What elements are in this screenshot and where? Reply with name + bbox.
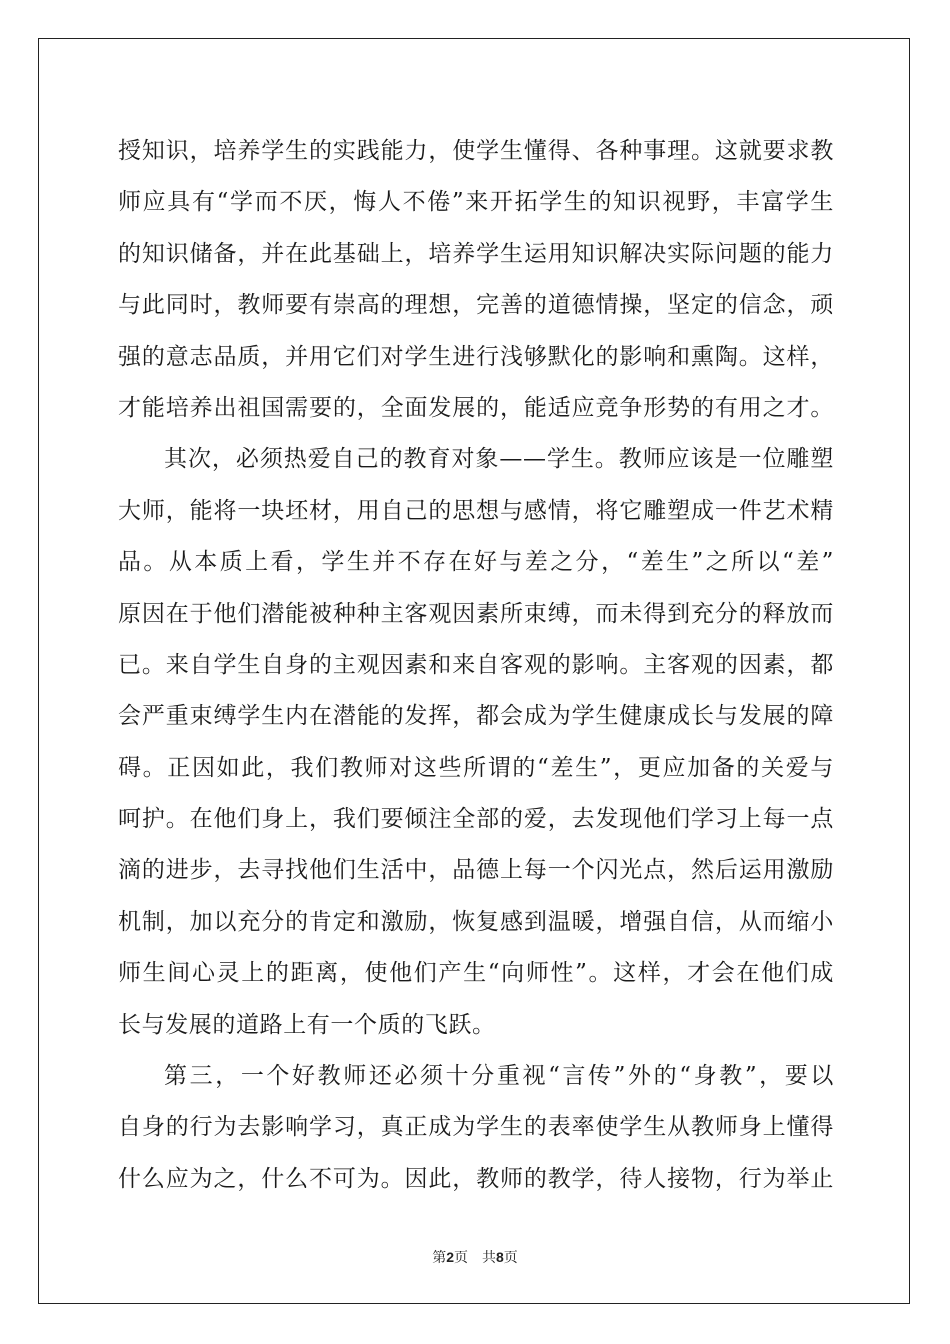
text-line: 的知识储备，并在此基础上，培养学生运用知识解决实际问题的能力 [118, 240, 834, 267]
text-line: 什么应为之，什么不可为。因此，教师的教学，待人接物，行为举止 [118, 1165, 834, 1192]
text-line: 大师，能将一块坯材，用自己的思想与感情，将它雕塑成一件艺术精 [118, 497, 834, 524]
text-line: 已。来自学生自身的主观因素和来自客观的影响。主客观的因素，都 [118, 651, 834, 678]
text-line: 滴的进步，去寻找他们生活中，品德上每一个闪光点，然后运用激励 [118, 857, 834, 884]
text-line: 第三，一个好教师还必须十分重视“言传”外的“身教”，要以 [164, 1063, 834, 1090]
text-line: 其次，必须热爱自己的教育对象——学生。教师应该是一位雕塑 [164, 446, 834, 473]
text-line: 品。从本质上看，学生并不存在好与差之分，“差生”之所以“差” [118, 549, 834, 576]
text-line: 长与发展的道路上有一个质的飞跃。 [118, 1011, 496, 1038]
text-line: 自身的行为去影响学习，真正成为学生的表率使学生从教师身上懂得 [118, 1114, 834, 1141]
text-line: 碍。正因如此，我们教师对这些所谓的“差生”，更应加备的关爱与 [118, 754, 834, 781]
text-line: 才能培养出祖国需要的，全面发展的，能适应竞争形势的有用之才。 [118, 394, 834, 421]
text-line: 机制，加以充分的肯定和激励，恢复感到温暖，增强自信，从而缩小 [118, 908, 834, 935]
text-line: 呵护。在他们身上，我们要倾注全部的爱，去发现他们学习上每一点 [118, 806, 834, 833]
total-label-suffix: 页 [503, 1250, 518, 1266]
page-label-suffix: 页 [454, 1250, 468, 1266]
text-line: 师应具有“学而不厌，悔人不倦”来开拓学生的知识视野，丰富学生 [118, 189, 834, 216]
page-footer [0, 1247, 950, 1268]
text-line: 原因在于他们潜能被种种主客观因素所束缚，而未得到充分的释放而 [118, 600, 834, 627]
total-label-prefix: 共 [482, 1250, 496, 1266]
total-page-count: 8 [496, 1249, 504, 1265]
text-line: 授知识，培养学生的实践能力，使学生懂得、各种事理。这就要求教 [118, 138, 834, 164]
current-page-number: 2 [446, 1249, 454, 1265]
document-body [118, 126, 834, 1205]
text-line: 强的意志品质，并用它们对学生进行浅够默化的影响和熏陶。这样， [118, 343, 834, 370]
text-line: 会严重束缚学生内在潜能的发挥，都会成为学生健康成长与发展的障 [118, 703, 834, 730]
text-line: 与此同时，教师要有崇高的理想，完善的道德情操，坚定的信念，顽 [118, 292, 834, 319]
text-line: 师生间心灵上的距离，使他们产生“向师性”。这样，才会在他们成 [118, 960, 834, 987]
page-label-prefix: 第 [432, 1250, 447, 1266]
